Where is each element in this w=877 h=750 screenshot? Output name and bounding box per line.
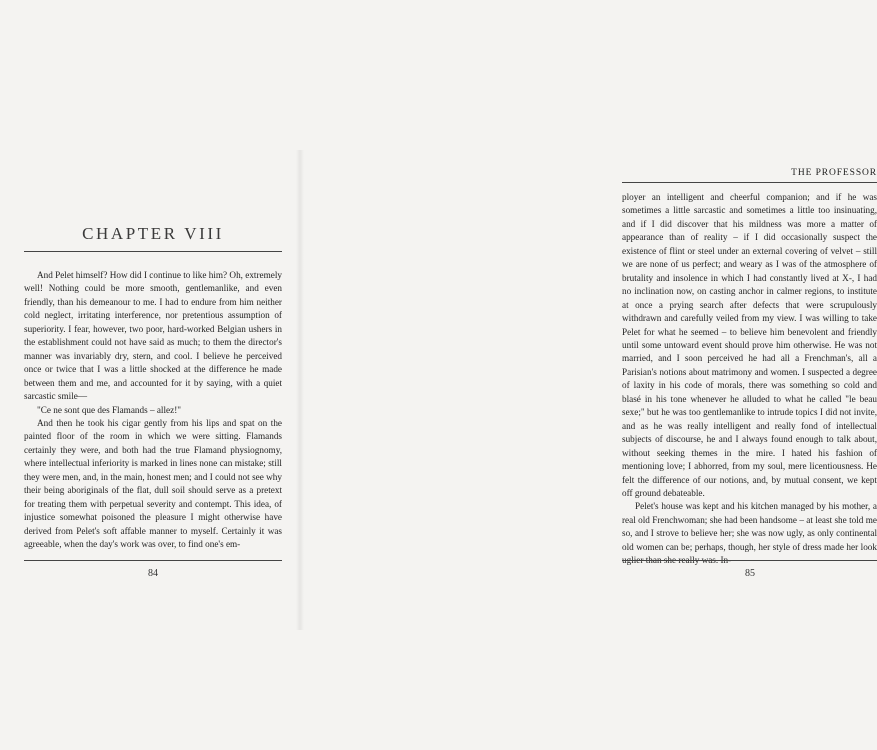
running-head: THE PROFESSOR [791, 168, 877, 178]
chapter-title: CHAPTER VIII [82, 224, 224, 243]
left-page-body [24, 269, 282, 552]
paragraph: Pelet's house was kept and his kitchen managed by his mother, a real old Frenchwoman; she had been handsome – at least she told me so, and I strove to believe her; she was now ugly, as only continental old women can be; perhaps, though, her style of dress made her look uglier than she really was. In- [622, 501, 877, 566]
paragraph: ployer an intelligent and cheerful companion; and if he was sometimes a little sarcastic and sometimes a little too insinuating, and if I did discover that his mildness was more a matter of appearance than of reality – if I did occasionally suspect the existence of flint or steel under an external covering of velvet – still we are none of us perfect; and weary as I was of the atmosphere of brutality and insolence in which I had constantly lived at X-, I had no inclination now, on casting anchor in calmer regions, to institute at once a prying search after defects that were scrupulously withdrawn and carefully veiled from my view. I was willing to take Pelet for what he seemed – to believe him benevolent and friendly until some untoward event should prove him otherwise. He was not married, and I soon perceived he had all a Frenchman's, all a Parisian's notions about matrimony and women. I suspected a degree of laxity in his code of morals, there was something so cold and blasé in his tone whenever he alluded to what he called "le beau sexe;" but he was too gentlemanlike to intrude topics I did not invite, and as he was really intelligent and really fond of intellectual subjects of discourse, he and I always found enough to talk about, without seeking themes in the mire. I hated his fashion of mentioning love; I abhorred, from my soul, mere licentiousness. He felt the difference of our notions, and, by mutual consent, we kept off ground debateable. [622, 192, 877, 498]
page-number: 85 [745, 568, 755, 579]
right-page-body [622, 191, 877, 568]
book-gutter [296, 150, 304, 630]
paragraph: "Ce ne sont que des Flamands – allez!" [37, 404, 182, 415]
paragraph: And Pelet himself? How did I continue to like him? Oh, extremely well! Nothing could be more smooth, gentlemanlike, and even friendly, than his demeanour to me. I had to endure from him neither cold neglect, irritating interference, nor pretentious assumption of superiority. I fear, however, two poor, hard-worked Belgian ushers in the establishment could not have said as much; to them the director's manner was invariably dry, stern, and cool. I believe he perceived once or twice that I was a little shocked at the difference he made between them and me, and accounted for it by saying, with a quiet sarcastic smile— [24, 270, 282, 402]
chapter-rule [24, 251, 282, 252]
footer-rule [24, 560, 282, 561]
header-rule [622, 182, 877, 183]
page-number: 84 [148, 568, 158, 579]
paragraph: And then he took his cigar gently from his lips and spat on the painted floor of the room in which we were sitting. Flamands certainly they were, and both had the true Flamand physiognomy, where intellectual inferiority is marked in lines none can mistake; still they were men, and, in the main, honest men; and I could not see why their being aboriginals of the flat, dull soil should serve as a pretext for treating them with perpetual severity and contempt. This idea, of injustice somewhat poisoned the pleasure I might otherwise have derived from Pelet's soft affable manner to myself. Certainly it was agreeable, when the day's work was over, to find one's em- [24, 417, 282, 550]
footer-rule [622, 560, 877, 561]
